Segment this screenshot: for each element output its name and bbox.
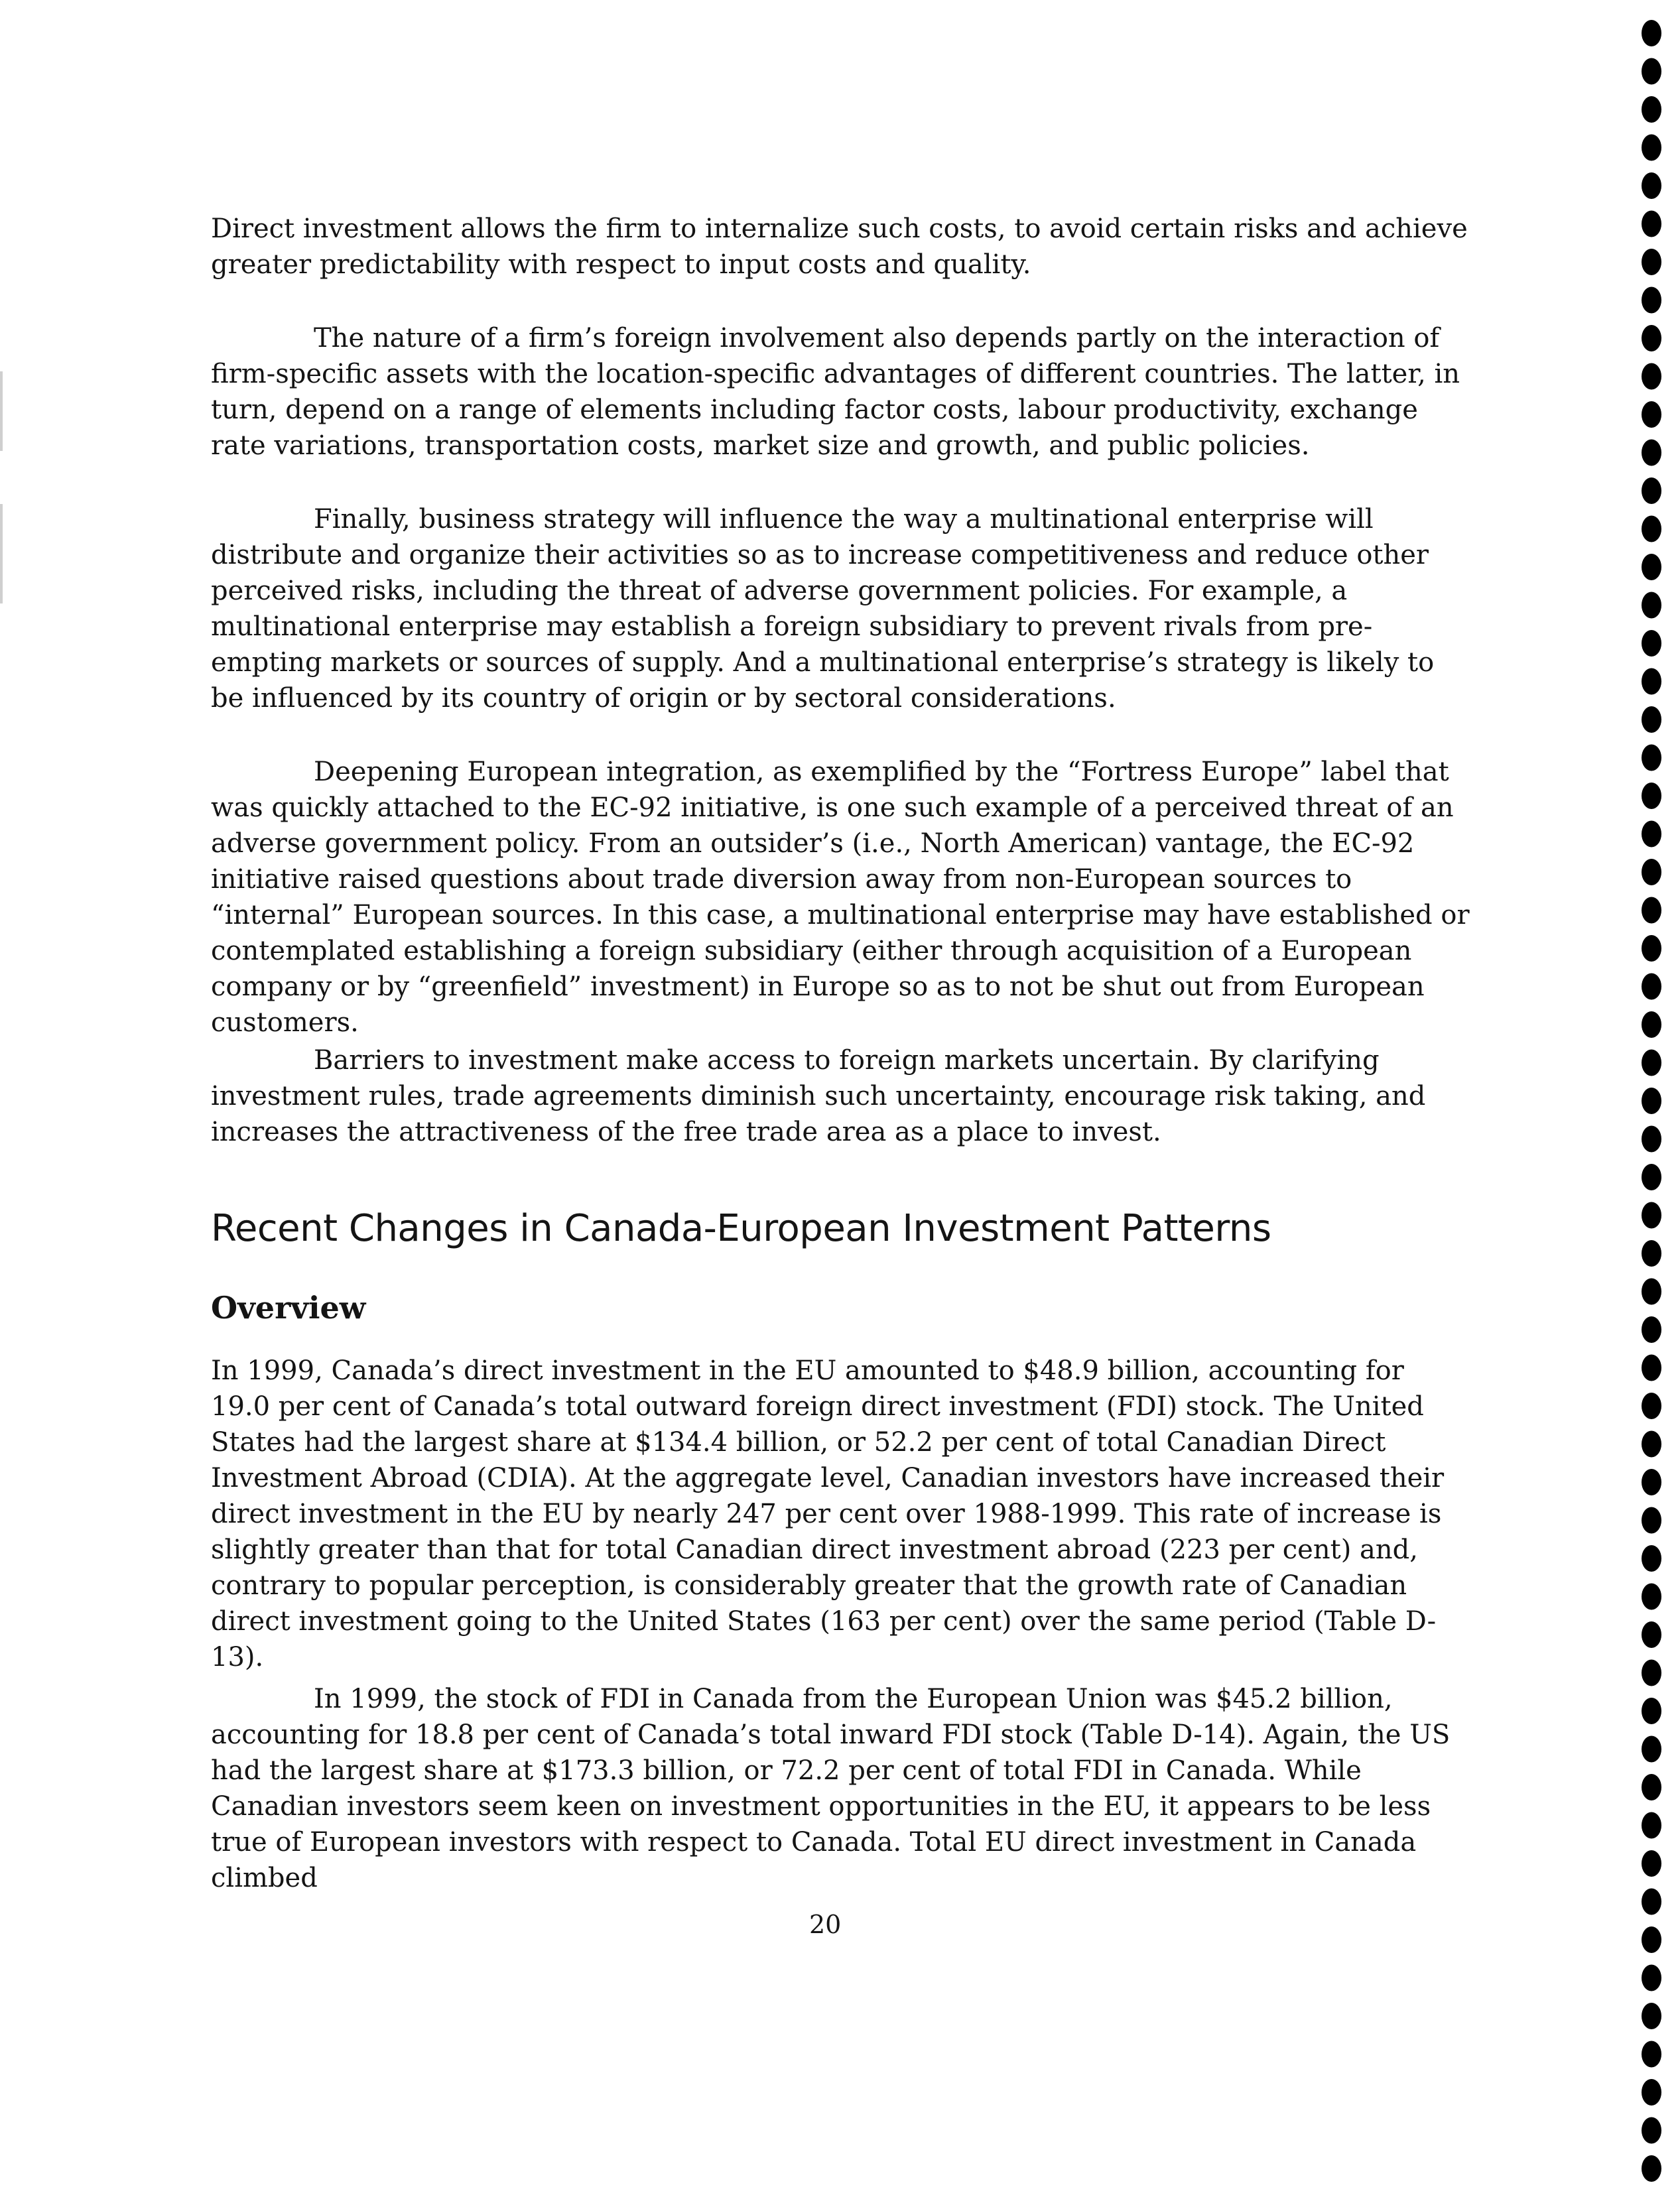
binding-hole [1642,135,1661,161]
binding-hole [1642,325,1661,351]
binding-hole [1642,1774,1661,1800]
binding-hole [1642,1889,1661,1915]
subsection-title: Overview [211,1290,366,1326]
binding-hole [1642,1621,1661,1648]
binding-hole [1642,821,1661,848]
binding-hole [1642,287,1661,314]
body-paragraph: Barriers to investment make access to foreign markets uncertain. By clarifying investment rules, trade agreements diminish such uncertainty, encourage risk taking, and increases the attractiveness of the free trade area as a place to invest. [211,1045,1426,1147]
binding-hole [1642,1965,1661,1991]
scan-edge-mark [0,371,3,451]
page-number: 20 [809,1910,842,1939]
binding-hole [1642,783,1661,809]
binding-hole [1642,859,1661,885]
binding-hole [1642,20,1661,46]
binding-hole [1642,1584,1661,1610]
binding-hole [1642,592,1661,619]
binding-hole [1642,1926,1661,1953]
binding-hole [1642,1431,1661,1458]
binding-hole [1642,477,1661,504]
binding-hole [1642,440,1661,466]
binding-hole [1642,1164,1661,1190]
body-paragraph: Finally, business strategy will influence the way a multinational enterprise will distribute and organize their activities so as to increase competitiveness and reduce other perceived risks, including the threat of adverse government policies. For example, a multinational enterprise may establish a foreign subsidiary to prevent rivals from pre-empting markets or sources of supply. And a multinational enterprise’s strategy is likely to be influenced by its country of origin or by sectoral considerations. [211,504,1435,714]
binding-hole [1642,1279,1661,1305]
binding-hole [1642,974,1661,1000]
binding-hole [1642,1202,1661,1229]
binding-hole [1642,668,1661,695]
binding-hole [1642,1393,1661,1419]
binding-hole [1642,2003,1661,2029]
binding-hole [1642,1545,1661,1572]
binding-hole [1642,1011,1661,1038]
binding-hole [1642,1355,1661,1381]
scan-edge-mark [0,504,3,603]
binding-hole [1642,2041,1661,2068]
binding-hole [1642,706,1661,733]
binding-hole [1642,1126,1661,1153]
binding-holes [1635,13,1668,2202]
binding-hole [1642,1812,1661,1839]
binding-hole [1642,1698,1661,1724]
binding-hole [1642,2079,1661,2106]
overview-paragraph: In 1999, Canada’s direct investment in the EU amounted to $48.9 billion, accounting for 19.0 per cent of Canada’s total outward foreign direct investment (FDI) stock. The United States had the largest share at $134.4 billion, or 52.2 per cent of total Canadian Direct Investment Abroad (CDIA). At the aggregate level, Canadian investors have increased their direct investment in the EU by nearly 247 per cent over 1988-1999. This rate of increase is slightly greater than that for total Canadian direct investment abroad (223 per cent) and, contrary to popular perception, is considerably greater that the growth rate of Canadian direct investment going to the United States (163 per cent) over the same period (Table D-13). [211,1355,1445,1672]
binding-hole [1642,1660,1661,1686]
binding-hole [1642,554,1661,580]
binding-hole [1642,745,1661,771]
binding-hole [1642,1050,1661,1076]
body-paragraph: Direct investment allows the firm to internalize such costs, to avoid certain risks and achieve greater predictability with respect to input costs and quality. [211,214,1468,280]
binding-hole [1642,211,1661,237]
binding-hole [1642,2117,1661,2144]
binding-hole [1642,935,1661,962]
binding-hole [1642,1469,1661,1495]
binding-hole [1642,1850,1661,1877]
binding-hole [1642,249,1661,275]
binding-hole [1642,96,1661,123]
overview-paragraph: In 1999, the stock of FDI in Canada from the European Union was $45.2 billion, accounting for 18.8 per cent of Canada’s total inward FDI stock (Table D-14). Again, the US had the largest share at $173.3 billion, or 72.2 per cent of total FDI in Canada. While Canadian investors seem keen on investment opportunities in the EU, it appears to be less true of European investors with respect to Canada. Total EU direct investment in Canada climbed [211,1684,1451,1893]
binding-hole [1642,630,1661,657]
binding-hole [1642,401,1661,428]
binding-hole [1642,1240,1661,1267]
binding-hole [1642,516,1661,542]
binding-hole [1642,363,1661,390]
body-paragraph: Deepening European integration, as exemplified by the “Fortress Europe” label that was quickly attached to the EC-92 initiative, is one such example of a perceived threat of an adverse government policy. From an outsider’s (i.e., North American) vantage, the EC-92 initiative raised questions about trade diversion away from non-European sources to “internal” European sources. In this case, a multinational enterprise may have established or contemplated establishing a foreign subsidiary (either through acquisition of a European company or by “greenfield” investment) in Europe so as to not be shut out from European customers. [211,757,1470,1038]
binding-hole [1642,897,1661,924]
section-title: Recent Changes in Canada-European Investment Patterns [211,1207,1271,1250]
binding-hole [1642,58,1661,85]
body-paragraph: The nature of a firm’s foreign involvement also depends partly on the interaction of firm-specific assets with the location-specific advantages of different countries. The latter, in turn, depend on a range of elements including factor costs, labour productivity, exchange rate variations, transportation costs, market size and growth, and public policies. [211,323,1460,461]
binding-hole [1642,2155,1661,2182]
binding-hole [1642,1736,1661,1763]
binding-hole [1642,1507,1661,1534]
binding-hole [1642,1316,1661,1343]
binding-hole [1642,172,1661,199]
binding-hole [1642,1088,1661,1114]
